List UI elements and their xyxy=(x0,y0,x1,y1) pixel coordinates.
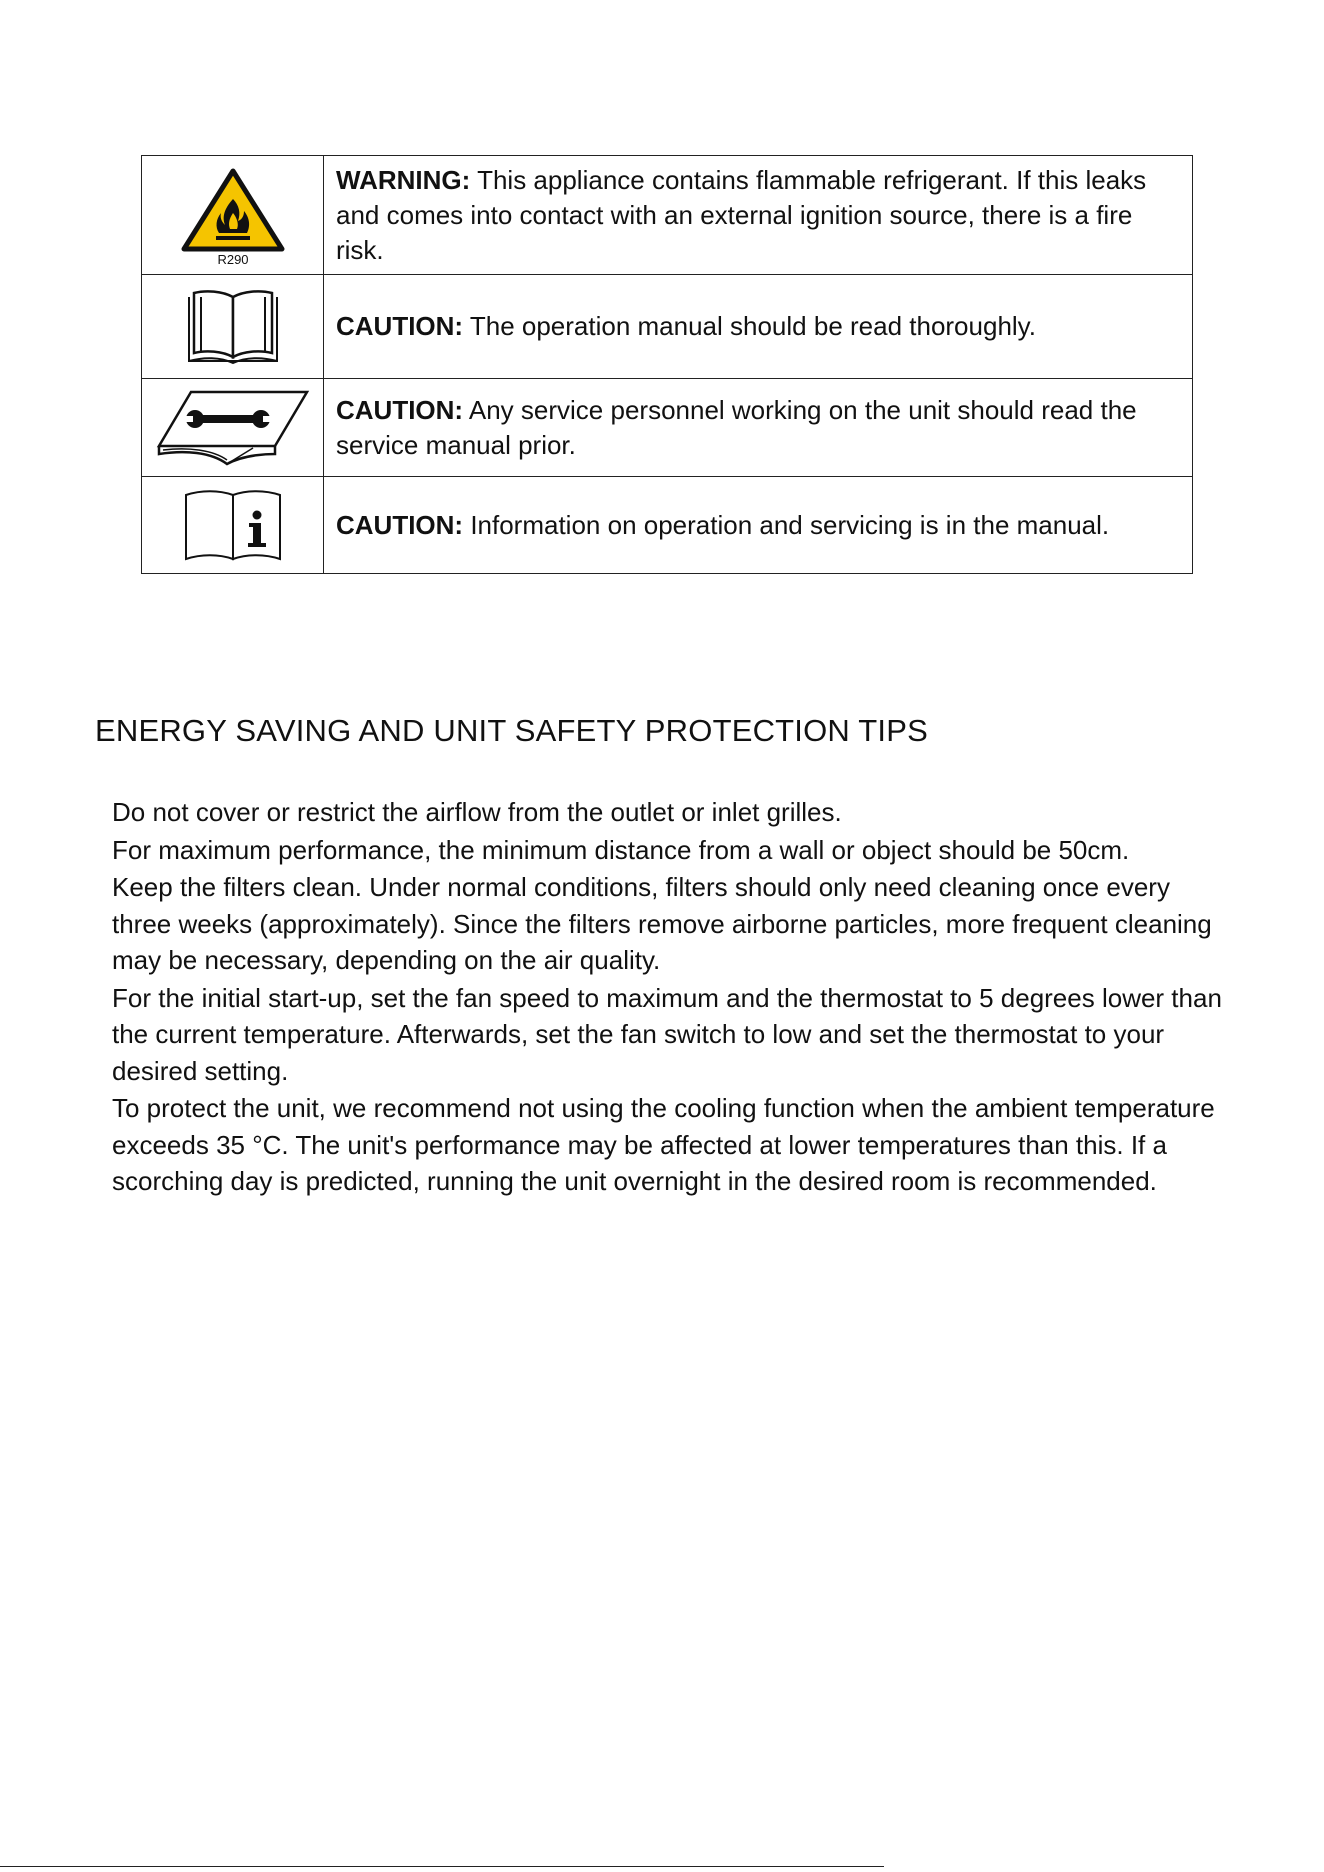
symbol-row-manual-info xyxy=(142,477,1193,574)
section-title: ENERGY SAVING AND UNIT SAFETY PROTECTION TIPS xyxy=(95,713,928,748)
list-item: For maximum performance, the minimum distance from a wall or object should be 50cm. xyxy=(112,834,1130,865)
symbol-icon-cell xyxy=(142,275,324,379)
caution-text: Information on operation and servicing is in the manual. xyxy=(463,509,1110,540)
symbol-text-cell xyxy=(324,275,1193,379)
symbol-text-cell xyxy=(324,156,1193,275)
list-item: For the initial start-up, set the fan speed to maximum and the thermostat to 5 degrees lower than the current temperature. Afterwards, set the fan switch to low and set the thermostat to your desired setting. xyxy=(112,982,1222,1086)
safety-symbols-table xyxy=(141,155,1193,574)
symbol-icon-cell xyxy=(142,379,324,477)
caution-lead: CAUTION: xyxy=(336,311,464,341)
symbol-text-cell xyxy=(324,379,1193,477)
manual-information-icon xyxy=(183,487,283,563)
list-item: To protect the unit, we recommend not using the cooling function when the ambient temperature exceeds 35 °C. The unit's performance may be affected at lower temperatures than this. If a scorching day is predicted, running the unit overnight in the desired room is recommended. xyxy=(112,1093,1215,1196)
r290-label: R290 xyxy=(216,252,249,267)
footer-divider xyxy=(0,1866,884,1867)
list-item: Keep the filters clean. Under normal conditions, filters should only need cleaning once every three weeks (approximately). Since the filters remove airborne particles, more frequent cleaning may be necessary, depending on the air quality. xyxy=(112,872,1212,975)
symbol-row-service-manual xyxy=(142,379,1193,477)
symbol-text-cell xyxy=(324,477,1193,574)
service-manual-wrench-icon xyxy=(155,388,311,468)
caution-lead: CAUTION: xyxy=(336,394,464,425)
symbol-icon-cell xyxy=(142,156,324,275)
operation-manual-book-icon xyxy=(186,287,280,367)
flammable-refrigerant-warning-icon xyxy=(178,163,288,267)
caution-text: Any service personnel working on the unit should read the service manual prior. xyxy=(336,394,1137,460)
tips-list xyxy=(112,794,1222,1201)
symbol-icon-cell xyxy=(142,477,324,574)
caution-lead: CAUTION: xyxy=(336,509,464,540)
warning-text: This appliance contains flammable refrigerant. If this leaks and comes into contact with an external ignition source, there is a fire risk. xyxy=(336,164,1147,265)
warning-lead: WARNING: xyxy=(336,164,471,195)
symbol-row-operation-manual xyxy=(142,275,1193,379)
list-item: Do not cover or restrict the airflow from the outlet or inlet grilles. xyxy=(112,797,842,827)
symbol-row-warning xyxy=(142,156,1193,275)
caution-text: The operation manual should be read thoroughly. xyxy=(463,311,1036,341)
